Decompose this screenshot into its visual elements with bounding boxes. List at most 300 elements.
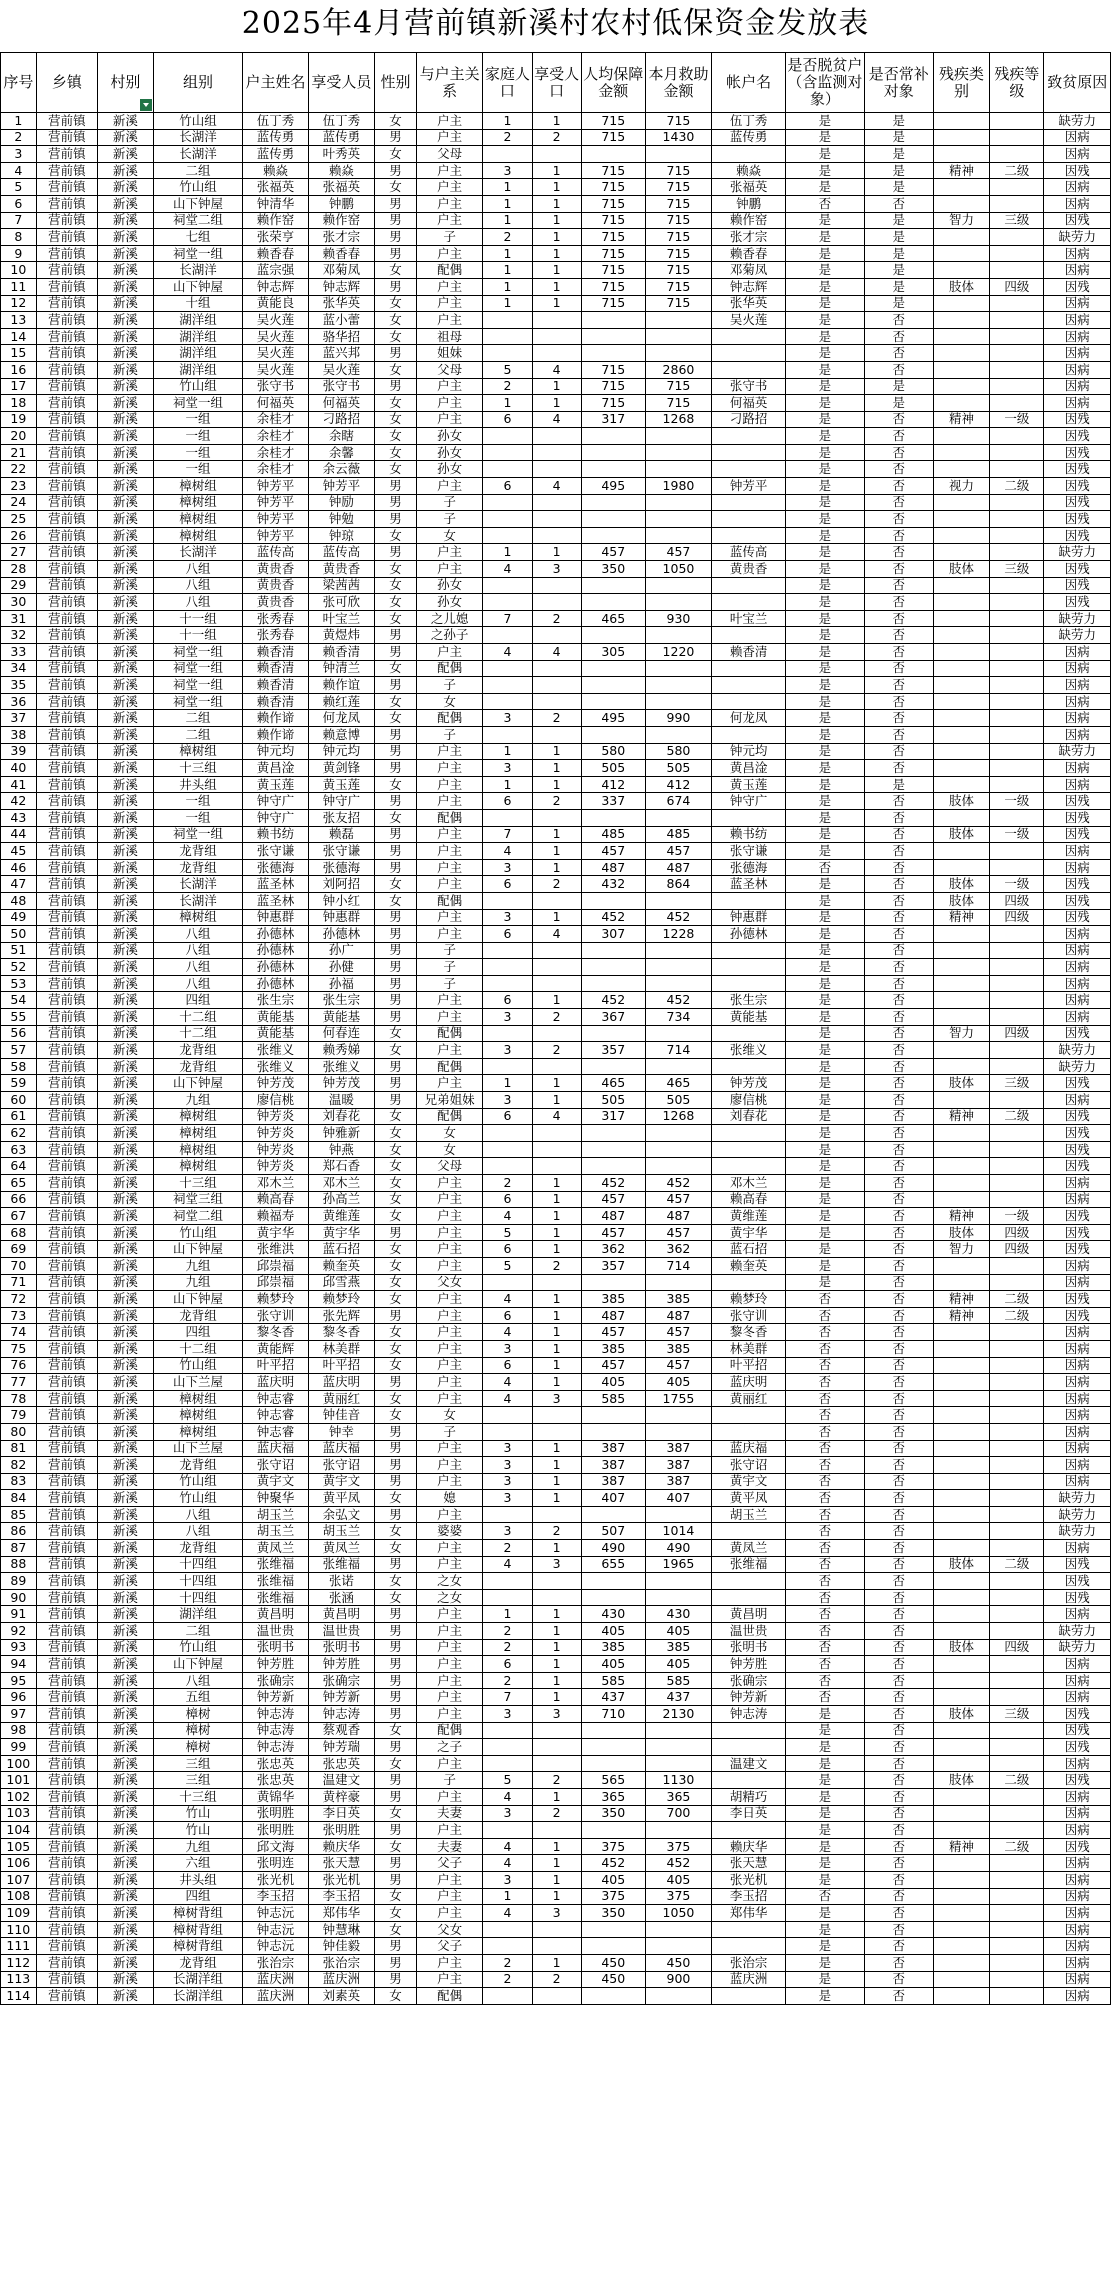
- table-cell[interactable]: 新溪: [98, 776, 153, 793]
- table-cell[interactable]: 407: [581, 1490, 645, 1507]
- table-cell[interactable]: 40: [1, 760, 37, 777]
- col-header[interactable]: 性别: [375, 53, 417, 113]
- table-cell[interactable]: 是: [786, 1075, 865, 1092]
- table-cell[interactable]: 女: [375, 892, 417, 909]
- table-cell[interactable]: [712, 1407, 786, 1424]
- table-cell[interactable]: 营前镇: [36, 1855, 98, 1872]
- table-cell[interactable]: 21: [1, 444, 37, 461]
- table-cell[interactable]: 是: [786, 162, 865, 179]
- table-cell[interactable]: 钟芳胜: [712, 1656, 786, 1673]
- table-cell[interactable]: 竹山组: [153, 1224, 243, 1241]
- table-cell[interactable]: 457: [645, 544, 711, 561]
- table-cell[interactable]: 营前镇: [36, 444, 98, 461]
- table-cell[interactable]: 34: [1, 660, 37, 677]
- table-cell[interactable]: 孙德林: [243, 975, 308, 992]
- table-cell[interactable]: 张守训: [243, 1307, 308, 1324]
- table-cell[interactable]: 新溪: [98, 992, 153, 1009]
- table-cell[interactable]: 钟励: [308, 494, 374, 511]
- table-cell[interactable]: 营前镇: [36, 793, 98, 810]
- table-cell[interactable]: 114: [1, 1988, 37, 2005]
- table-cell[interactable]: [483, 444, 532, 461]
- table-cell[interactable]: 十四组: [153, 1556, 243, 1573]
- table-cell[interactable]: 新溪: [98, 1191, 153, 1208]
- table-cell[interactable]: 伍丁秀: [712, 113, 786, 130]
- table-cell[interactable]: [990, 1175, 1044, 1192]
- table-cell[interactable]: 赖香春: [712, 245, 786, 262]
- table-cell[interactable]: 张才宗: [712, 229, 786, 246]
- table-cell[interactable]: 营前镇: [36, 527, 98, 544]
- table-cell[interactable]: 张光机: [308, 1871, 374, 1888]
- table-cell[interactable]: 452: [645, 909, 711, 926]
- table-cell[interactable]: 张确宗: [308, 1672, 374, 1689]
- table-cell[interactable]: 457: [581, 1357, 645, 1374]
- table-cell[interactable]: 赖香清: [243, 660, 308, 677]
- table-cell[interactable]: 八组: [153, 594, 243, 611]
- table-cell[interactable]: 因病: [1044, 677, 1111, 694]
- table-cell[interactable]: [532, 1158, 581, 1175]
- table-cell[interactable]: 因残: [1044, 444, 1111, 461]
- table-cell[interactable]: 86: [1, 1523, 37, 1540]
- table-cell[interactable]: 赖梦玲: [712, 1291, 786, 1308]
- table-cell[interactable]: [990, 776, 1044, 793]
- table-cell[interactable]: 女: [375, 1490, 417, 1507]
- table-cell[interactable]: [933, 1158, 990, 1175]
- table-cell[interactable]: 1: [532, 1175, 581, 1192]
- table-cell[interactable]: 因残: [1044, 1706, 1111, 1723]
- table-cell[interactable]: 是: [786, 1191, 865, 1208]
- table-cell[interactable]: 十组: [153, 295, 243, 312]
- table-cell[interactable]: [581, 1025, 645, 1042]
- table-cell[interactable]: [990, 594, 1044, 611]
- table-cell[interactable]: 6: [483, 411, 532, 428]
- table-cell[interactable]: 刘素英: [308, 1988, 374, 2005]
- col-header[interactable]: 残疾类别: [933, 53, 990, 113]
- table-cell[interactable]: 100: [1, 1755, 37, 1772]
- table-cell[interactable]: 黄能良: [243, 295, 308, 312]
- table-cell[interactable]: 营前镇: [36, 726, 98, 743]
- table-cell[interactable]: 何福英: [243, 395, 308, 412]
- table-cell[interactable]: 387: [645, 1457, 711, 1474]
- table-cell[interactable]: 钟志睿: [243, 1390, 308, 1407]
- table-cell[interactable]: 赖香清: [243, 693, 308, 710]
- table-cell[interactable]: 营前镇: [36, 1988, 98, 2005]
- table-cell[interactable]: 495: [581, 478, 645, 495]
- table-cell[interactable]: 否: [864, 892, 933, 909]
- table-cell[interactable]: 蓝传勇: [308, 129, 374, 146]
- table-cell[interactable]: 因残: [1044, 909, 1111, 926]
- table-cell[interactable]: [933, 1390, 990, 1407]
- table-cell[interactable]: 新溪: [98, 793, 153, 810]
- table-cell[interactable]: 1: [532, 1540, 581, 1557]
- table-cell[interactable]: 新溪: [98, 1141, 153, 1158]
- table-cell[interactable]: 是: [786, 245, 865, 262]
- table-cell[interactable]: 钟守广: [243, 809, 308, 826]
- table-cell[interactable]: 新溪: [98, 743, 153, 760]
- table-cell[interactable]: 张维福: [712, 1556, 786, 1573]
- table-cell[interactable]: 否: [864, 627, 933, 644]
- table-cell[interactable]: 户主: [416, 113, 482, 130]
- table-cell[interactable]: 张才宗: [308, 229, 374, 246]
- table-cell[interactable]: 因残: [1044, 511, 1111, 528]
- table-cell[interactable]: 四级: [990, 1224, 1044, 1241]
- table-cell[interactable]: [990, 1573, 1044, 1590]
- table-cell[interactable]: 否: [864, 1822, 933, 1839]
- table-cell[interactable]: 赖磊: [308, 826, 374, 843]
- table-cell[interactable]: [933, 660, 990, 677]
- table-cell[interactable]: 否: [786, 1357, 865, 1374]
- table-cell[interactable]: 赖梦玲: [308, 1291, 374, 1308]
- table-cell[interactable]: 因残: [1044, 1108, 1111, 1125]
- table-cell[interactable]: 户主: [416, 843, 482, 860]
- table-cell[interactable]: 否: [864, 1689, 933, 1706]
- table-cell[interactable]: 3: [483, 162, 532, 179]
- table-cell[interactable]: [581, 461, 645, 478]
- table-cell[interactable]: [990, 1971, 1044, 1988]
- table-cell[interactable]: 是: [786, 726, 865, 743]
- table-cell[interactable]: 62: [1, 1125, 37, 1142]
- table-cell[interactable]: 营前镇: [36, 195, 98, 212]
- col-header[interactable]: 致贫原因: [1044, 53, 1111, 113]
- table-cell[interactable]: 1: [532, 278, 581, 295]
- table-cell[interactable]: 否: [864, 726, 933, 743]
- table-cell[interactable]: [483, 660, 532, 677]
- table-cell[interactable]: 因病: [1044, 1971, 1111, 1988]
- table-cell[interactable]: 3: [483, 1490, 532, 1507]
- table-cell[interactable]: 因残: [1044, 1589, 1111, 1606]
- table-cell[interactable]: 新溪: [98, 1075, 153, 1092]
- table-cell[interactable]: 新溪: [98, 1374, 153, 1391]
- table-cell[interactable]: 715: [581, 162, 645, 179]
- table-cell[interactable]: 孙广: [308, 942, 374, 959]
- table-cell[interactable]: 是: [864, 146, 933, 163]
- table-cell[interactable]: 487: [645, 1208, 711, 1225]
- table-cell[interactable]: 112: [1, 1954, 37, 1971]
- table-cell[interactable]: 新溪: [98, 1158, 153, 1175]
- table-cell[interactable]: 715: [581, 212, 645, 229]
- table-cell[interactable]: 户主: [416, 1639, 482, 1656]
- table-cell[interactable]: 否: [786, 1374, 865, 1391]
- table-cell[interactable]: 赖香清: [243, 677, 308, 694]
- table-cell[interactable]: 因病: [1044, 975, 1111, 992]
- table-cell[interactable]: [645, 975, 711, 992]
- table-cell[interactable]: 否: [864, 1871, 933, 1888]
- table-cell[interactable]: 674: [645, 793, 711, 810]
- table-cell[interactable]: 男: [375, 1506, 417, 1523]
- table-cell[interactable]: [532, 959, 581, 976]
- table-cell[interactable]: 钟志辉: [712, 278, 786, 295]
- table-cell[interactable]: 户主: [416, 1390, 482, 1407]
- table-cell[interactable]: 一组: [153, 461, 243, 478]
- table-cell[interactable]: 109: [1, 1905, 37, 1922]
- table-cell[interactable]: 否: [786, 1689, 865, 1706]
- table-cell[interactable]: 钟芳炎: [243, 1108, 308, 1125]
- table-cell[interactable]: 否: [864, 1855, 933, 1872]
- table-cell[interactable]: 5: [1, 179, 37, 196]
- table-cell[interactable]: 1: [532, 1374, 581, 1391]
- table-cell[interactable]: 否: [864, 1291, 933, 1308]
- table-cell[interactable]: [581, 328, 645, 345]
- table-cell[interactable]: 因残: [1044, 1838, 1111, 1855]
- table-cell[interactable]: 102: [1, 1788, 37, 1805]
- table-cell[interactable]: 营前镇: [36, 1639, 98, 1656]
- table-cell[interactable]: 祠堂二组: [153, 1208, 243, 1225]
- table-cell[interactable]: [581, 1988, 645, 2005]
- table-cell[interactable]: 357: [581, 1257, 645, 1274]
- table-cell[interactable]: 1: [483, 1075, 532, 1092]
- table-cell[interactable]: 新溪: [98, 1689, 153, 1706]
- table-cell[interactable]: 户主: [416, 992, 482, 1009]
- table-cell[interactable]: 350: [581, 561, 645, 578]
- table-cell[interactable]: 营前镇: [36, 179, 98, 196]
- table-cell[interactable]: 否: [864, 1158, 933, 1175]
- table-cell[interactable]: 6: [483, 478, 532, 495]
- table-cell[interactable]: 否: [786, 1307, 865, 1324]
- table-cell[interactable]: 户主: [416, 1623, 482, 1640]
- table-cell[interactable]: [933, 1722, 990, 1739]
- table-cell[interactable]: 一级: [990, 793, 1044, 810]
- table-cell[interactable]: [645, 577, 711, 594]
- table-cell[interactable]: 307: [581, 926, 645, 943]
- table-cell[interactable]: [712, 693, 786, 710]
- table-cell[interactable]: 九组: [153, 1838, 243, 1855]
- table-cell[interactable]: 715: [581, 113, 645, 130]
- table-cell[interactable]: 四级: [990, 909, 1044, 926]
- table-cell[interactable]: 715: [581, 378, 645, 395]
- table-cell[interactable]: 张维洪: [243, 1241, 308, 1258]
- table-cell[interactable]: [483, 1921, 532, 1938]
- table-cell[interactable]: 邱崇福: [243, 1274, 308, 1291]
- table-cell[interactable]: [990, 1473, 1044, 1490]
- table-cell[interactable]: 是: [786, 1739, 865, 1756]
- table-cell[interactable]: [581, 809, 645, 826]
- table-cell[interactable]: [532, 942, 581, 959]
- table-cell[interactable]: [645, 809, 711, 826]
- table-cell[interactable]: 36: [1, 693, 37, 710]
- table-cell[interactable]: [990, 1540, 1044, 1557]
- table-cell[interactable]: 否: [786, 1291, 865, 1308]
- table-cell[interactable]: 张德海: [712, 859, 786, 876]
- table-cell[interactable]: [581, 975, 645, 992]
- table-cell[interactable]: 否: [786, 1556, 865, 1573]
- table-cell[interactable]: 715: [581, 195, 645, 212]
- table-cell[interactable]: 101: [1, 1772, 37, 1789]
- table-cell[interactable]: 张福英: [712, 179, 786, 196]
- table-cell[interactable]: 女: [375, 1921, 417, 1938]
- table-cell[interactable]: 户主: [416, 793, 482, 810]
- table-cell[interactable]: 张守谦: [308, 843, 374, 860]
- col-header[interactable]: 组别: [153, 53, 243, 113]
- table-cell[interactable]: 3: [483, 1042, 532, 1059]
- table-cell[interactable]: 营前镇: [36, 229, 98, 246]
- table-cell[interactable]: 因残: [1044, 1722, 1111, 1739]
- table-cell[interactable]: 是: [786, 1938, 865, 1955]
- table-cell[interactable]: 之儿媳: [416, 610, 482, 627]
- table-cell[interactable]: [990, 1805, 1044, 1822]
- table-cell[interactable]: [532, 1025, 581, 1042]
- table-cell[interactable]: [645, 1988, 711, 2005]
- table-cell[interactable]: 2: [483, 378, 532, 395]
- table-cell[interactable]: 1: [532, 1871, 581, 1888]
- table-cell[interactable]: 四级: [990, 1025, 1044, 1042]
- table-cell[interactable]: 否: [864, 1025, 933, 1042]
- table-cell[interactable]: [712, 361, 786, 378]
- table-cell[interactable]: 因病: [1044, 726, 1111, 743]
- table-cell[interactable]: [645, 1722, 711, 1739]
- table-cell[interactable]: 新溪: [98, 1042, 153, 1059]
- table-cell[interactable]: [532, 660, 581, 677]
- table-cell[interactable]: 715: [645, 179, 711, 196]
- table-cell[interactable]: 71: [1, 1274, 37, 1291]
- table-cell[interactable]: 山下钟屋: [153, 1656, 243, 1673]
- table-cell[interactable]: 否: [864, 743, 933, 760]
- table-cell[interactable]: [581, 1506, 645, 1523]
- table-cell[interactable]: 女: [375, 461, 417, 478]
- table-cell[interactable]: 男: [375, 644, 417, 661]
- table-cell[interactable]: 黄贵香: [308, 561, 374, 578]
- table-cell[interactable]: 钟志辉: [243, 278, 308, 295]
- table-cell[interactable]: 457: [645, 1191, 711, 1208]
- table-cell[interactable]: 叶平招: [243, 1357, 308, 1374]
- table-cell[interactable]: 精神: [933, 909, 990, 926]
- table-cell[interactable]: 户主: [416, 411, 482, 428]
- table-cell[interactable]: [990, 677, 1044, 694]
- table-cell[interactable]: 457: [581, 1224, 645, 1241]
- table-cell[interactable]: 53: [1, 975, 37, 992]
- table-cell[interactable]: 营前镇: [36, 1141, 98, 1158]
- table-cell[interactable]: [483, 511, 532, 528]
- table-cell[interactable]: 91: [1, 1606, 37, 1623]
- table-cell[interactable]: 14: [1, 328, 37, 345]
- table-cell[interactable]: 张明书: [712, 1639, 786, 1656]
- table-cell[interactable]: 否: [864, 1639, 933, 1656]
- table-cell[interactable]: 祠堂一组: [153, 826, 243, 843]
- table-cell[interactable]: 男: [375, 511, 417, 528]
- table-cell[interactable]: 因病: [1044, 1606, 1111, 1623]
- table-cell[interactable]: 因残: [1044, 892, 1111, 909]
- table-cell[interactable]: 1: [532, 1656, 581, 1673]
- table-cell[interactable]: [933, 1805, 990, 1822]
- table-cell[interactable]: [712, 461, 786, 478]
- table-cell[interactable]: 否: [864, 1523, 933, 1540]
- table-cell[interactable]: [483, 577, 532, 594]
- table-cell[interactable]: 因病: [1044, 1092, 1111, 1109]
- table-cell[interactable]: [532, 328, 581, 345]
- table-cell[interactable]: 三组: [153, 1772, 243, 1789]
- table-cell[interactable]: 新溪: [98, 428, 153, 445]
- table-cell[interactable]: [933, 1589, 990, 1606]
- table-cell[interactable]: 407: [645, 1490, 711, 1507]
- table-cell[interactable]: 是: [864, 212, 933, 229]
- table-cell[interactable]: 精神: [933, 411, 990, 428]
- table-cell[interactable]: 是: [786, 1208, 865, 1225]
- table-cell[interactable]: 一级: [990, 411, 1044, 428]
- table-cell[interactable]: 户主: [416, 544, 482, 561]
- table-cell[interactable]: 钟勉: [308, 511, 374, 528]
- table-cell[interactable]: 胡精巧: [712, 1788, 786, 1805]
- table-cell[interactable]: [933, 1141, 990, 1158]
- table-cell[interactable]: 营前镇: [36, 826, 98, 843]
- table-cell[interactable]: 因病: [1044, 1871, 1111, 1888]
- table-cell[interactable]: [645, 1822, 711, 1839]
- table-cell[interactable]: 1: [483, 113, 532, 130]
- table-cell[interactable]: 2: [532, 1042, 581, 1059]
- table-cell[interactable]: 是: [786, 876, 865, 893]
- table-cell[interactable]: 1: [532, 229, 581, 246]
- table-cell[interactable]: 湖洋组: [153, 361, 243, 378]
- table-cell[interactable]: 营前镇: [36, 1888, 98, 1905]
- table-cell[interactable]: [645, 1141, 711, 1158]
- table-cell[interactable]: 否: [786, 1672, 865, 1689]
- table-cell[interactable]: 11: [1, 278, 37, 295]
- table-cell[interactable]: [532, 1407, 581, 1424]
- table-cell[interactable]: 子: [416, 1423, 482, 1440]
- table-cell[interactable]: 长湖洋: [153, 544, 243, 561]
- table-cell[interactable]: 男: [375, 1224, 417, 1241]
- table-cell[interactable]: [933, 1473, 990, 1490]
- table-cell[interactable]: 4: [483, 644, 532, 661]
- col-header[interactable]: 本月救助金额: [645, 53, 711, 113]
- table-cell[interactable]: 女: [375, 361, 417, 378]
- table-cell[interactable]: [645, 1274, 711, 1291]
- table-cell[interactable]: 张德海: [243, 859, 308, 876]
- table-cell[interactable]: 405: [645, 1623, 711, 1640]
- table-cell[interactable]: 营前镇: [36, 577, 98, 594]
- table-cell[interactable]: 否: [864, 527, 933, 544]
- table-cell[interactable]: 邱文海: [243, 1838, 308, 1855]
- table-cell[interactable]: 张守诏: [712, 1457, 786, 1474]
- table-cell[interactable]: 17: [1, 378, 37, 395]
- table-cell[interactable]: 700: [645, 1805, 711, 1822]
- table-cell[interactable]: [933, 1855, 990, 1872]
- table-cell[interactable]: 肢体: [933, 826, 990, 843]
- table-cell[interactable]: 6: [483, 1108, 532, 1125]
- table-cell[interactable]: [532, 146, 581, 163]
- table-cell[interactable]: 新溪: [98, 942, 153, 959]
- table-cell[interactable]: 五组: [153, 1689, 243, 1706]
- table-cell[interactable]: 是: [864, 262, 933, 279]
- table-cell[interactable]: 肢体: [933, 1075, 990, 1092]
- table-cell[interactable]: 女: [375, 1573, 417, 1590]
- table-cell[interactable]: 赖庆华: [308, 1838, 374, 1855]
- table-cell[interactable]: 新溪: [98, 959, 153, 976]
- table-cell[interactable]: 新溪: [98, 378, 153, 395]
- table-cell[interactable]: 钟芳炎: [243, 1141, 308, 1158]
- table-cell[interactable]: 51: [1, 942, 37, 959]
- table-cell[interactable]: 405: [581, 1374, 645, 1391]
- table-cell[interactable]: 否: [864, 1788, 933, 1805]
- table-cell[interactable]: 营前镇: [36, 926, 98, 943]
- table-cell[interactable]: 新溪: [98, 1656, 153, 1673]
- table-cell[interactable]: [483, 328, 532, 345]
- table-cell[interactable]: 是: [864, 162, 933, 179]
- table-cell[interactable]: 男: [375, 959, 417, 976]
- table-cell[interactable]: 437: [645, 1689, 711, 1706]
- table-cell[interactable]: [990, 1324, 1044, 1341]
- table-cell[interactable]: 黄平凤: [308, 1490, 374, 1507]
- table-cell[interactable]: 营前镇: [36, 1191, 98, 1208]
- table-cell[interactable]: 户主: [416, 1357, 482, 1374]
- table-cell[interactable]: 新溪: [98, 262, 153, 279]
- table-cell[interactable]: 405: [581, 1871, 645, 1888]
- table-cell[interactable]: 张福英: [243, 179, 308, 196]
- table-cell[interactable]: 1755: [645, 1390, 711, 1407]
- table-cell[interactable]: 户主: [416, 909, 482, 926]
- table-cell[interactable]: 465: [581, 610, 645, 627]
- table-cell[interactable]: 吴火莲: [243, 328, 308, 345]
- table-cell[interactable]: [645, 942, 711, 959]
- table-cell[interactable]: 因病: [1044, 262, 1111, 279]
- table-cell[interactable]: 男: [375, 245, 417, 262]
